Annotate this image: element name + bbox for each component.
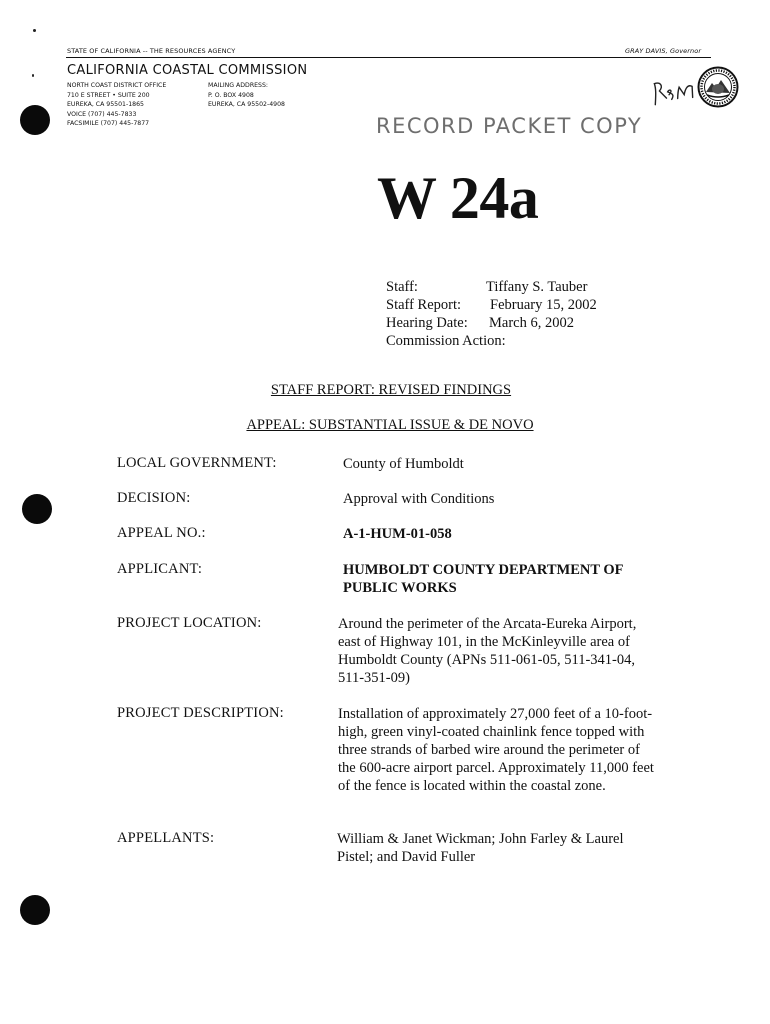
label-appellants: APPELLANTS: [117,830,215,846]
meta-value-staff: Tiffany S. Tauber [486,279,588,295]
district-office-address [67,81,166,129]
letterhead-rule [66,57,711,58]
record-packet-copy-stamp: RECORD PACKET COPY [376,114,643,138]
mailing-box: P. O. BOX 4908 [208,91,254,99]
scan-speck [33,29,36,32]
punch-hole-top [20,105,50,135]
label-project-location: PROJECT LOCATION: [117,615,262,631]
appeal-title-text: APPEAL: SUBSTANTIAL ISSUE & DE NOVO [246,417,534,433]
agenda-item-number: W 24a [377,165,539,231]
meta-value-hearing-date: March 6, 2002 [489,315,574,331]
report-title-text: STAFF REPORT: REVISED FINDINGS [270,382,512,398]
value-applicant: HUMBOLDT COUNTY DEPARTMENT OF PUBLIC WORKS [343,562,623,596]
governor-line: GRAY DAVIS, Governor [625,47,702,55]
office-street: 710 E STREET • SUITE 200 [67,91,150,99]
label-appeal-no: APPEAL NO.: [117,525,206,541]
office-voice: VOICE (707) 445-7833 [67,110,137,118]
label-project-description: PROJECT DESCRIPTION: [117,705,284,721]
mailing-city: EUREKA, CA 95502-4908 [208,101,285,109]
label-local-government: LOCAL GOVERNMENT: [117,455,277,471]
value-project-description: Installation of approximately 27,000 feet of a 10-foot-high, green vinyl-coated chainlink fence topped with three strands of barbed wire around the perimeter of the 600-acre airport parcel. Approximately 11,000 feet of the fence is located within the coastal zone. [338,706,654,794]
label-applicant: APPLICANT: [117,561,203,577]
value-appellants: William & Janet Wickman; John Farley & Laurel Pistel; and David Fuller [337,831,624,865]
punch-hole-middle [22,494,52,524]
label-decision: DECISION: [117,490,191,506]
office-name: NORTH COAST DISTRICT OFFICE [67,82,167,89]
state-agency-line: STATE OF CALIFORNIA -- THE RESOURCES AGENCY [67,47,236,55]
office-fax: FACSIMILE (707) 445-7877 [67,120,150,128]
value-local-government: County of Humboldt [343,456,464,472]
meta-label-commission-action: Commission Action: [386,333,506,349]
value-appeal-no: A-1-HUM-01-058 [343,526,452,542]
report-title [0,382,770,399]
mailing-label: MAILING ADDRESS: [208,82,268,89]
value-project-location: Around the perimeter of the Arcata-Eureka Airport, east of Highway 101, in the McKinleyville area of Humboldt County (APNs 511-061-05, 511-341-04, 511-351-09) [338,616,637,686]
scan-speck [32,74,34,77]
appeal-title [0,417,770,434]
agency-name: CALIFORNIA COASTAL COMMISSION [67,63,308,78]
value-decision: Approval with Conditions [343,491,495,507]
meta-value-staff-report: February 15, 2002 [490,297,597,313]
california-state-seal [697,66,739,113]
meta-label-staff-report: Staff Report: [386,297,462,313]
punch-hole-bottom [20,895,50,925]
handwritten-initials [649,73,700,115]
mailing-address [208,81,285,110]
meta-label-hearing-date: Hearing Date: [386,315,468,331]
meta-label-staff: Staff: [386,279,418,295]
office-city: EUREKA, CA 95501-1865 [67,101,144,109]
